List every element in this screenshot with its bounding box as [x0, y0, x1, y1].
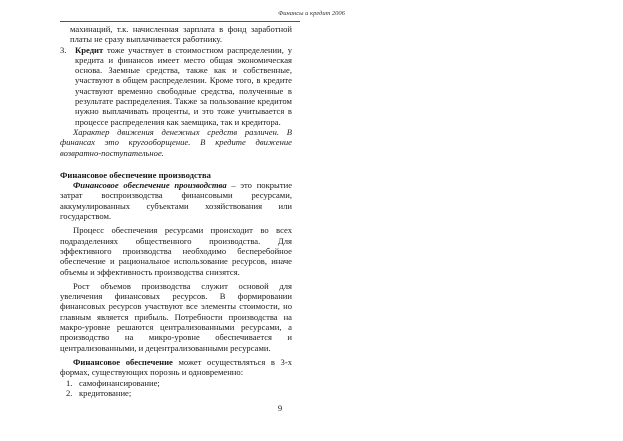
italic-note: Характер движения денежных средств различен. В финансах это кругооборщение. В кредите движение возвратно-поступательное. [60, 126, 292, 158]
form-item-2 [60, 388, 292, 398]
running-header: Финансы и кредит 2006 [278, 10, 345, 17]
list-item-term: Кредит [75, 44, 104, 55]
page-number: 9 [277, 403, 283, 413]
paragraph-growth: Рост объемов производства служит основой для увеличения финансовых ресурсов. В формировании финансовых ресурсов участвуют все элементы стоимости, но главным является прибыль. Потребности производства на макро-уровне решаются централизованными ресурсами, а производство на микро-уровне обеспечивается и централизованными, и децентрализованными ресурсами. [60, 280, 292, 353]
list-item-3 [60, 45, 292, 127]
forms-text: может осуществляться в 3-х формах, существующих порознь и одновременно: [60, 356, 292, 378]
form-item-number: 2. [66, 387, 73, 398]
list-item-text: тоже участвует в стоимостном распределении, у кредита и финансов имеет место общая экономическая основа. Заемные средства, также как и собственные, участвуют в общем распределении. Кроме того, в кредите участвуют временно свободные средства, полученные в результате распределения. Также за пользование кредитом нужно выплачивать проценты, и это тоже учитывается в процессе распределения как заемщика, так и кредитора. [75, 44, 292, 127]
form-item-label: самофинансирование; [79, 377, 160, 388]
list-item-continuation: махинаций, т.к. начисленная зарплата в фонд заработной платы не сразу выплачивается работнику. [70, 24, 292, 45]
definition-paragraph [60, 180, 292, 221]
definition-term: Финансовое обеспечение производства [73, 180, 227, 191]
form-item-1 [60, 378, 292, 388]
definition-text: – это покрытие затрат воспроизводства финансовыми ресурсами, аккумулированных субъектами хозяйствования или государством. [60, 180, 293, 222]
header-divider [60, 21, 300, 22]
form-item-number: 1. [66, 377, 73, 388]
list-item-number: 3. [60, 44, 67, 55]
form-item-label: кредитование; [79, 387, 132, 398]
paragraph-resources: Процесс обеспечения ресурсами происходит во всех подразделениях общественного производства. Для эффективного производства необходимо бесперебойное обеспечение и рациональное использование ресурсов, иначе объемы и эффективность производства снизятся. [60, 225, 292, 277]
text-column [60, 24, 292, 398]
section-title: Финансовое обеспечение производства [60, 169, 211, 180]
forms-term: Финансовое обеспечение [73, 356, 173, 367]
paragraph-forms [60, 357, 292, 378]
list-item-body [75, 45, 292, 127]
